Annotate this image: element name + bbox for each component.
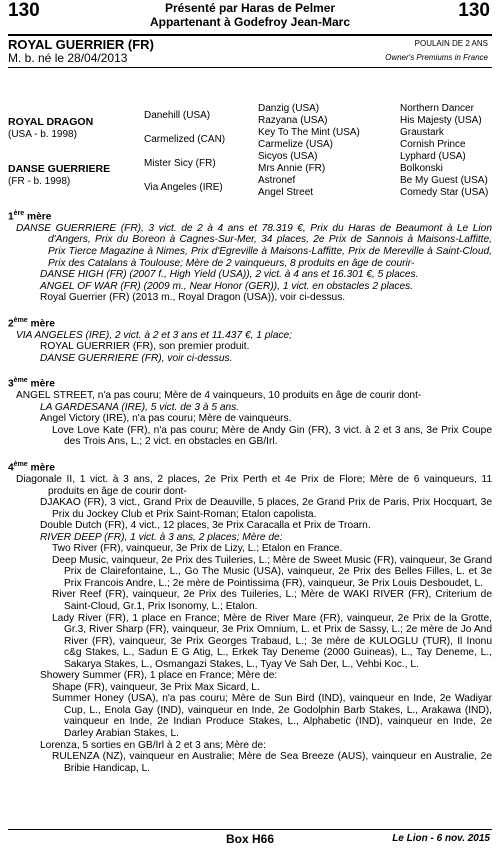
header-rule <box>8 34 492 36</box>
section-heading: 1ère mère <box>8 210 52 223</box>
pedigree-gen3-item: Carmelize (USA) <box>258 139 334 150</box>
pedigree-rule <box>8 67 492 68</box>
box-number: Box H66 <box>225 832 275 846</box>
pedigree-gen3-item: Sicyos (USA) <box>258 151 318 162</box>
family-paragraph: River Reef (FR), vainqueur, 2e Prix des Tuileries, L.; Mère de WAKI RIVER (FR), Criterium de Saint-Cloud, Gr.1, Prix Isonomy, L.; Etalon. <box>52 589 492 612</box>
family-paragraph: Deep Music, vainqueur, 2e Prix des Tuileries, L.; Mère de Sweet Music (FR), vainqueur, 3e Grand Prix de Clairefontaine, L., Go The Music (USA), vainqueur, 2e Prix des Belles Filles, L. et 3e Prix Francois Andre, L.; 2e mère de Pointissima (FR), vainqueur, 3e Prix Louis Desboudet, L. <box>52 554 492 589</box>
family-paragraph: Angel Victory (IRE), n'a pas couru; Mère de vainqueurs. <box>40 413 292 425</box>
family-paragraph: Royal Guerrier (FR) (2013 m., Royal Dragon (USA)), voir ci-dessus. <box>40 292 346 304</box>
pedigree-gen3-item: Razyana (USA) <box>258 115 328 126</box>
family-paragraph: RIVER DEEP (FR), 1 vict. à 3 ans, 2 places; Mère de: <box>40 531 283 543</box>
family-paragraph: ROYAL GUERRIER (FR), son premier produit. <box>40 341 250 353</box>
pedigree-gen4-item: Northern Dancer <box>400 103 474 114</box>
family-paragraph: LA GARDESANA (IRE), 5 vict. de 3 à 5 ans. <box>40 401 240 413</box>
dam-name: DANSE GUERRIERE <box>8 163 111 175</box>
pedigree-gen4-item: Cornish Prince <box>400 139 466 150</box>
sale-date: Le Lion - 6 nov. 2015 <box>392 833 490 844</box>
family-paragraph: DJAKAO (FR), 3 vict., Grand Prix de Deauville, 5 places, 2e Grand Prix de Paris, Prix Hocquart, 3e Prix du Jockey Club et Prix Saint-Roman; Etalon capolista. <box>40 497 492 520</box>
pedigree-gen4-item: His Majesty (USA) <box>400 115 482 126</box>
pedigree-gen4-item: Graustark <box>400 127 444 138</box>
family-paragraph: Double Dutch (FR), 4 vict., 12 places, 3e Prix Caracalla et Prix de Troarn. <box>40 520 371 532</box>
pedigree-gen3-item: Astronef <box>258 175 296 186</box>
family-paragraph: RULENZA (NZ), vainqueur en Australie; Mère de Sea Breeze (AUS), vainqueur en Australie, 2e Bribie Handicap, L. <box>52 751 492 774</box>
horse-name: ROYAL GUERRIER (FR) <box>8 37 154 52</box>
pedigree-gen4-item: Bolkonski <box>400 163 443 174</box>
family-paragraph: DANSE GUERRIERE (FR), voir ci-dessus. <box>40 352 233 364</box>
family-paragraph: Lorenza, 5 sorties en GB/Irl à 2 et 3 ans; Mère de: <box>40 739 266 751</box>
family-paragraph: Lady River (FR), 1 place en France; Mère de River Mare (FR), vainqueur, 2e Prix de la Grotte, Gr.3, River Sharp (FR), vainqueur, 3e Prix Omnium, L. et Prix de Sassy, L.; 2e mère de Jo And River (FR), vainqueur, 3e Prix Georges Trabaud, L.; 3e mère de KULOGLU (TUR), Il Inonu c&g Stakes, L., Sadun E G Atig, L., Erkek Tay Deneme (2000 Guineas), L., Tay Deneme, L., Sakarya Stakes, L., Osmangazi Stakes, L., Tyay Ve Sah Der, L., Vehbi Koc., L. <box>52 612 492 670</box>
family-paragraph: Two River (FR), vainqueur, 3e Prix de Lizy, L.; Etalon en France. <box>52 543 343 555</box>
pedigree-gen2-item: Danehill (USA) <box>144 110 211 121</box>
section-heading: 2ème mère <box>8 316 55 330</box>
footer-rule <box>8 829 492 830</box>
pedigree-gen3-item: Angel Street <box>258 187 314 198</box>
owned-by: Appartenant à Godefroy Jean-Marc <box>149 15 351 29</box>
pedigree-gen2-item: Mister Sicy (FR) <box>144 158 216 169</box>
horse-details: M. b. né le 28/04/2013 <box>8 51 128 65</box>
sire-name: ROYAL DRAGON <box>8 116 94 128</box>
family-sections <box>8 208 492 774</box>
consignor-title <box>0 1 500 29</box>
lot-number-left: 130 <box>8 0 40 21</box>
pedigree-gen4-item: Comedy Star (USA) <box>400 187 489 198</box>
family-paragraph: Love Love Kate (FR), n'a pas couru; Mère de Andy Gin (FR), 3 vict. à 2 et 3 ans, 3e Prix Coupe des Trois Ans, L.; 2 vict. en obstacles en GB/Irl. <box>52 424 492 448</box>
section-heading: 3ème mère <box>8 377 55 390</box>
presented-by: Présenté par Haras de Pelmer <box>164 1 336 15</box>
pedigree-gen2-item: Via Angeles (IRE) <box>144 182 223 193</box>
pedigree-gen3-item: Key To The Mint (USA) <box>258 127 360 138</box>
pedigree-gen4-item: Be My Guest (USA) <box>400 175 488 186</box>
family-paragraph: DANSE HIGH (FR) (2007 f., High Yield (USA)), 2 vict. à 4 ans et 16.301 €, 5 places. <box>40 269 419 281</box>
family-paragraph: ANGEL STREET, n'a pas couru; Mère de 4 vainqueurs, 10 produits en âge de courir dont- <box>16 390 422 402</box>
family-paragraph: Summer Honey (USA), n'a pas couru; Mère de Sun Bird (IND), vainqueur en Inde, 2e Wadiyar Cup, L., Enola Gay (IND), vainqueur en Inde, 2e Godolphin Barb Stakes, L., Arakawa (IND), vainqueur en Inde, 2e Indian Produce Stakes, L., Alphabetic (IND), vainqueur en Inde, 2e Darley Arabian Stakes, L. <box>52 693 492 739</box>
family-paragraph: ANGEL OF WAR (FR) (2009 m., Near Honor (GER)), 1 vict. en obstacles 2 places. <box>40 280 414 292</box>
family-paragraph: Showery Summer (FR), 1 place en France; Mère de: <box>40 670 278 682</box>
pedigree-gen3-item: Mrs Annie (FR) <box>258 163 326 174</box>
dam-info: (FR - b. 1998) <box>8 176 71 187</box>
horse-type: POULAIN DE 2 ANS <box>414 39 488 48</box>
pedigree-gen2-item: Carmelized (CAN) <box>144 134 226 145</box>
family-paragraph: Diagonale II, 1 vict. à 3 ans, 2 places, 2e Prix Perth et 4e Prix de Flore; Mère de 6 vainqueurs, 11 produits en âge de courir dont- <box>16 473 492 497</box>
family-paragraph: VIA ANGELES (IRE), 2 vict. à 2 et 3 ans et 11.437 €, 1 place; <box>16 329 292 341</box>
section-heading: 4ème mère <box>8 461 55 474</box>
sire-info: (USA - b. 1998) <box>8 129 77 140</box>
family-paragraph: Shape (FR), vainqueur, 3e Prix Max Sicard, L. <box>52 681 260 693</box>
pedigree-gen4-item: Lyphard (USA) <box>400 151 466 162</box>
family-paragraph: DANSE GUERRIERE (FR), 3 vict. de 2 à 4 ans et 78.319 €, Prix du Haras de Beaumont à Le Lion d'Angers, Prix du Boreon à Cagnes-Sur-Mer, 34 places, 2e Prix de Sannois à Maisons-Laffitte, Prix Tierce Magazine à Nimes, Prix d'Egreville à Maisons-Laffitte, Prix de Mereville à Saint-Cloud, Prix des Catalans à Toulouse; Mère de 2 vainqueurs, 8 produits en âge de courir- <box>16 222 492 269</box>
owner-premium: Owner's Premiums in France <box>385 53 488 62</box>
pedigree-gen3-item: Danzig (USA) <box>258 103 320 114</box>
lot-number-right: 130 <box>458 0 490 21</box>
